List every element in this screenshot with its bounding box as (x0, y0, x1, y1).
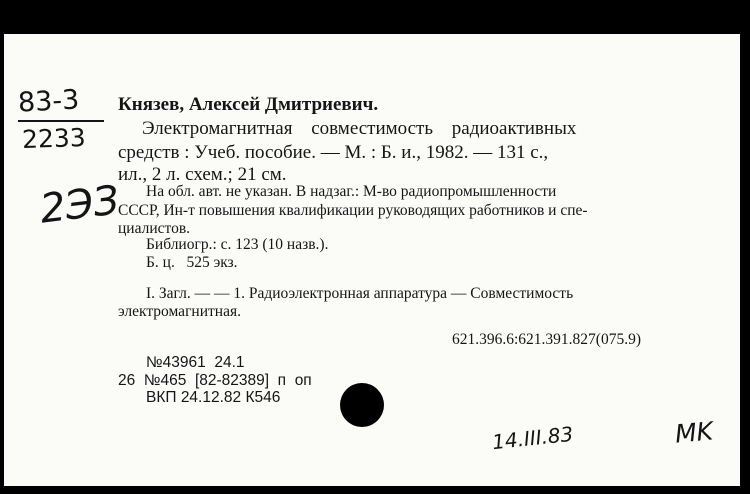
author-heading: Князев, Алексей Дмитриевич. (118, 94, 379, 115)
note-line-2: СССР, Ин-т повышения квалификации руководящих работников и спе- (118, 202, 588, 219)
price-note: Б. ц. 525 экз. (146, 254, 238, 271)
punch-hole (340, 383, 384, 427)
title-line-1: Электромагнитная совместимость радиоактивных (142, 118, 577, 139)
record-line-1: №43961 24.1 (146, 354, 245, 371)
side-note: 2ЭЗ (37, 177, 122, 233)
shelf-mark: 83-3 (17, 84, 81, 119)
note-line-1: На обл. авт. не указан. В надзаг.: М-во радиопромышленности (146, 183, 557, 200)
classification-code: 621.396.6:621.391.827(075.9) (452, 331, 642, 348)
subjects-line-1: I. Загл. — — 1. Радиоэлектронная аппаратура — Совместимость (146, 285, 574, 302)
bibliography-note: Библиогр.: с. 123 (10 назв.). (146, 236, 329, 253)
record-line-2: 26 №465 [82-82389] п оп (118, 372, 312, 389)
note-line-3: циалистов. (118, 220, 191, 237)
record-line-3: ВКП 24.12.82 К546 (146, 389, 281, 406)
inventory-number: 2233 (21, 122, 87, 155)
initials-note: MK (673, 416, 715, 449)
title-line-2: средств : Учеб. пособие. — М. : Б. и., 1982. — 131 с., (118, 142, 549, 163)
shelf-mark-underline (18, 120, 104, 122)
subjects-line-2: электромагнитная. (118, 303, 241, 320)
title-line-3: ил., 2 л. схем.; 21 см. (118, 164, 287, 185)
date-note: 14.III.83 (490, 421, 575, 455)
